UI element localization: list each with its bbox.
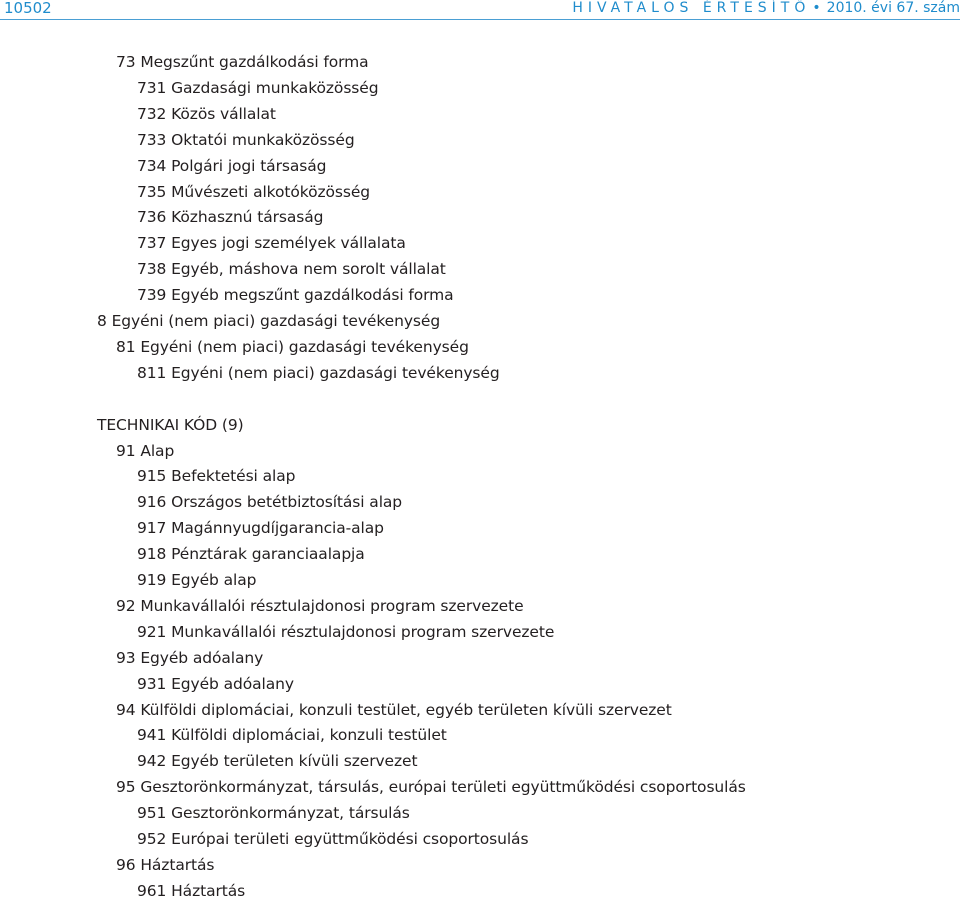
publication-info — [572, 0, 960, 17]
header-rule — [0, 19, 960, 20]
list-item: 738 Egyéb, máshova nem sorolt vállalat — [137, 260, 446, 279]
list-item: 921 Munkavállalói résztulajdonosi program szervezete — [137, 622, 555, 641]
list-item: 915 Befektetési alap — [137, 467, 296, 486]
list-item: 919 Egyéb alap — [137, 571, 257, 589]
list-item: 735 Művészeti alkotóközösség — [137, 182, 371, 201]
list-item: 918 Pénztárak garanciaalapja — [137, 545, 365, 564]
page-number: 10502 — [4, 0, 52, 17]
section-heading: TECHNIKAI KÓD (9) — [97, 415, 244, 434]
list-item: 92 Munkavállalói résztulajdonosi program szervezete — [116, 596, 524, 615]
list-item: 739 Egyéb megszűnt gazdálkodási forma — [137, 286, 454, 305]
list-item: 951 Gesztorönkormányzat, társulás — [137, 804, 410, 823]
list-item: 952 Európai területi együttműködési csoportosulás — [137, 830, 529, 848]
list-item: 931 Egyéb adóalany — [137, 674, 294, 693]
list-item: 961 Háztartás — [137, 881, 246, 900]
list-item: 811 Egyéni (nem piaci) gazdasági tevékenység — [137, 363, 500, 382]
list-item: 737 Egyes jogi személyek vállalata — [137, 234, 406, 253]
list-item: 917 Magánnyugdíjgarancia-alap — [137, 519, 384, 538]
list-item: 94 Külföldi diplomáciai, konzuli testület, egyéb területen kívüli szervezet — [116, 700, 672, 719]
list-item: 732 Közös vállalat — [137, 104, 276, 123]
list-item: 736 Közhasznú társaság — [137, 208, 324, 227]
list-item: 916 Országos betétbiztosítási alap — [137, 493, 403, 512]
list-item: 96 Háztartás — [116, 855, 215, 874]
bullet-separator: • — [812, 0, 821, 16]
page-header — [0, 0, 960, 22]
list-item: 941 Külföldi diplomáciai, konzuli testület — [137, 726, 447, 745]
list-item: 733 Oktatói munkaközösség — [137, 130, 355, 149]
list-item: 734 Polgári jogi társaság — [137, 156, 327, 175]
issue-number: 2010. évi 67. szám — [826, 0, 960, 16]
list-item: 942 Egyéb területen kívüli szervezet — [137, 752, 418, 771]
section-heading: 8 Egyéni (nem piaci) gazdasági tevékenység — [97, 312, 441, 330]
list-item: 91 Alap — [116, 441, 175, 460]
list-item: 731 Gazdasági munkaközösség — [137, 78, 379, 97]
list-item: 73 Megszűnt gazdálkodási forma — [116, 53, 369, 71]
list-item: 95 Gesztorönkormányzat, társulás, európai területi együttműködési csoportosulás — [116, 778, 746, 797]
list-item: 81 Egyéni (nem piaci) gazdasági tevékenység — [116, 337, 469, 356]
list-item: 93 Egyéb adóalany — [116, 648, 264, 667]
publication-title: HIVATALOS ÉRTESÍTŐ — [572, 0, 811, 16]
